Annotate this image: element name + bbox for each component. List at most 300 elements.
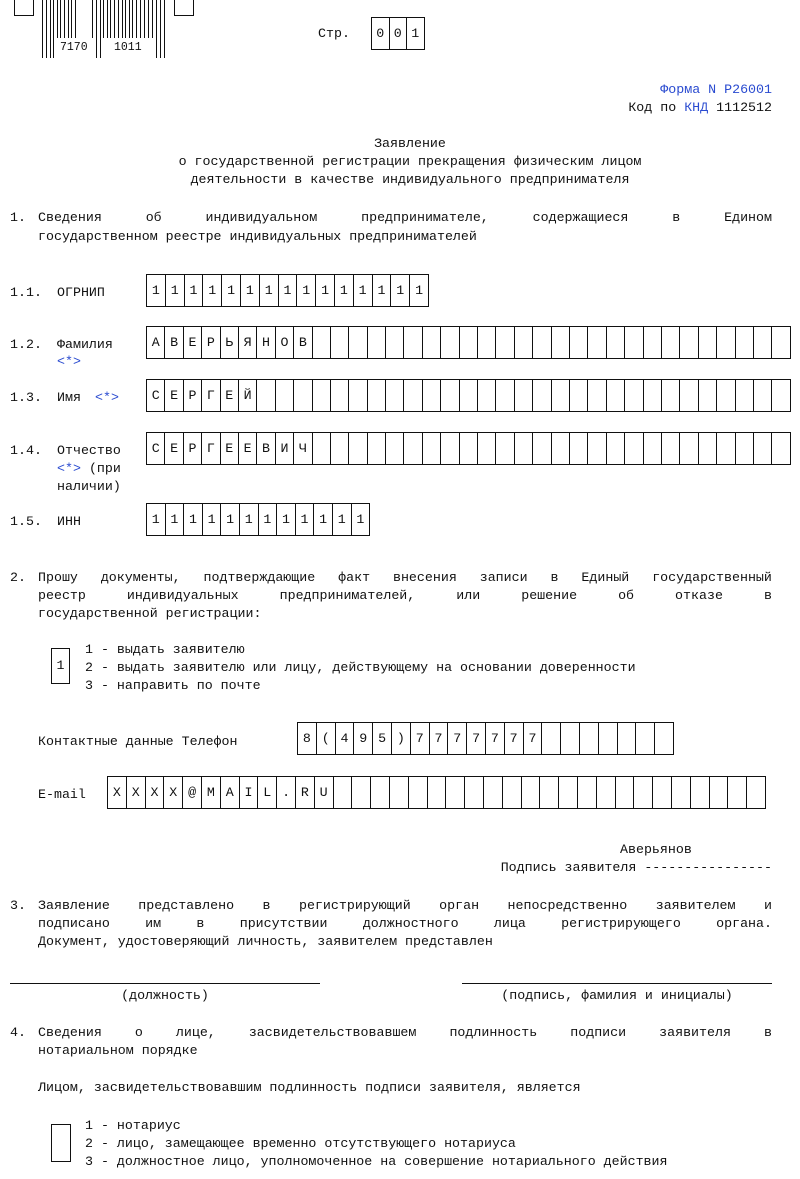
section3-line3: Документ, удостоверяющий личность, заявителем представлен xyxy=(38,934,493,949)
char-cell[interactable] xyxy=(754,432,772,465)
char-cell[interactable] xyxy=(460,379,478,412)
char-cell[interactable]: 1 xyxy=(166,274,185,307)
char-cell[interactable]: Е xyxy=(165,379,183,412)
barcode-right-code: 1011 xyxy=(114,41,142,54)
char-cell[interactable] xyxy=(404,326,422,359)
word: лице, xyxy=(175,1025,216,1040)
page-title: Заявление о государственной регистрации прекращения физическим лицом деятельности в качестве индивидуального предпринимателя xyxy=(178,136,642,187)
char-cell[interactable]: С xyxy=(147,432,165,465)
char-cell[interactable]: 1 xyxy=(391,274,410,307)
char-cell[interactable]: 1 xyxy=(296,503,315,536)
char-cell[interactable] xyxy=(717,379,735,412)
barcode-bar xyxy=(64,0,65,38)
char-cell[interactable] xyxy=(699,432,717,465)
char-cell[interactable] xyxy=(559,776,578,809)
char-cell[interactable] xyxy=(460,326,478,359)
char-cell[interactable] xyxy=(478,379,496,412)
char-cell[interactable]: 7 xyxy=(448,722,467,755)
char-cell[interactable] xyxy=(349,379,367,412)
char-cell[interactable] xyxy=(570,432,588,465)
char-cell[interactable]: @ xyxy=(183,776,202,809)
char-cell[interactable]: 0 xyxy=(372,17,390,50)
word: подписано xyxy=(38,916,110,931)
char-cell[interactable]: 1 xyxy=(277,503,296,536)
char-cell[interactable] xyxy=(423,432,441,465)
section2-number: 2. xyxy=(10,570,26,585)
char-cell[interactable]: 7 xyxy=(505,722,524,755)
char-cell[interactable] xyxy=(588,432,606,465)
knd-code: Код по КНД 1112512 xyxy=(628,100,772,115)
char-cell[interactable] xyxy=(368,432,386,465)
section1-line1 xyxy=(38,209,772,227)
char-cell[interactable]: Г xyxy=(202,432,220,465)
form-label: Форма N Р26001 xyxy=(660,82,772,97)
barcode-bar xyxy=(136,0,137,38)
char-cell[interactable] xyxy=(478,326,496,359)
char-cell[interactable]: Е xyxy=(184,326,202,359)
word: в xyxy=(763,588,772,603)
phone-cells[interactable] xyxy=(297,722,674,755)
word: регистрирующий xyxy=(298,898,411,913)
char-cell[interactable] xyxy=(699,326,717,359)
word: подписи xyxy=(570,1025,627,1040)
char-cell[interactable]: 1 xyxy=(279,274,298,307)
word: подлинность xyxy=(449,1025,538,1040)
char-cell[interactable]: L xyxy=(258,776,277,809)
char-cell[interactable] xyxy=(644,326,662,359)
char-cell[interactable] xyxy=(680,432,698,465)
delivery-option-3: 3 - направить по почте xyxy=(85,678,261,693)
word: в xyxy=(196,916,205,931)
char-cell[interactable]: Р xyxy=(184,432,202,465)
char-cell[interactable]: . xyxy=(277,776,296,809)
char-cell[interactable] xyxy=(441,432,459,465)
word: регистрирующего xyxy=(561,916,681,931)
section3-line1 xyxy=(38,897,772,915)
char-cell[interactable] xyxy=(672,776,691,809)
char-cell[interactable] xyxy=(662,379,680,412)
char-cell[interactable] xyxy=(390,776,409,809)
char-cell[interactable]: 7 xyxy=(486,722,505,755)
patronymic-number: 1.4. xyxy=(10,443,42,458)
word: в xyxy=(764,1025,772,1040)
notary-option-3: 3 - должностное лицо, уполномоченное на совершение нотариального действия xyxy=(85,1154,668,1169)
contacts-label: Контактные данные Телефон xyxy=(38,734,238,749)
char-cell[interactable] xyxy=(754,379,772,412)
char-cell[interactable] xyxy=(570,326,588,359)
char-cell[interactable]: X xyxy=(108,776,127,809)
word: записи xyxy=(479,570,528,585)
char-cell[interactable]: В xyxy=(257,432,275,465)
char-cell[interactable] xyxy=(496,432,514,465)
word: содержащиеся xyxy=(532,210,629,225)
char-cell[interactable] xyxy=(561,722,580,755)
char-cell[interactable]: 1 xyxy=(260,274,279,307)
barcode-bar xyxy=(46,0,47,58)
delivery-option-1: 1 - выдать заявителю xyxy=(85,642,245,657)
name-note: <*> xyxy=(95,390,119,405)
sign-line xyxy=(462,983,772,984)
word: государственный xyxy=(652,570,772,585)
char-cell[interactable]: 7 xyxy=(524,722,543,755)
char-cell[interactable]: 1 xyxy=(297,274,316,307)
patronymic-note-line: <*> (при xyxy=(57,461,121,476)
char-cell[interactable]: 8 xyxy=(298,722,317,755)
char-cell[interactable]: 1 xyxy=(333,503,352,536)
char-cell[interactable]: X xyxy=(164,776,183,809)
word: представлено xyxy=(138,898,235,913)
surname-note: <*> xyxy=(57,354,81,369)
char-cell[interactable] xyxy=(352,776,371,809)
word: отказе xyxy=(675,588,723,603)
char-cell[interactable] xyxy=(717,326,735,359)
word: должностного xyxy=(362,916,459,931)
word: решение xyxy=(521,588,578,603)
char-cell[interactable]: 1 xyxy=(316,274,335,307)
barcode-bar xyxy=(68,0,69,38)
page-number-cells xyxy=(371,17,425,50)
char-cell[interactable]: Е xyxy=(221,432,239,465)
char-cell[interactable] xyxy=(772,326,790,359)
char-cell[interactable] xyxy=(552,326,570,359)
char-cell[interactable] xyxy=(313,379,331,412)
char-cell[interactable]: M xyxy=(202,776,221,809)
char-cell[interactable] xyxy=(552,379,570,412)
word: внесения xyxy=(392,570,457,585)
char-cell[interactable] xyxy=(404,379,422,412)
barcode-bar xyxy=(144,0,145,38)
char-cell[interactable] xyxy=(478,432,496,465)
char-cell[interactable] xyxy=(331,432,349,465)
char-cell[interactable] xyxy=(552,432,570,465)
word: об xyxy=(618,588,635,603)
barcode-bar xyxy=(152,0,153,38)
char-cell[interactable] xyxy=(503,776,522,809)
char-cell[interactable]: 1 xyxy=(410,274,429,307)
char-cell[interactable]: X xyxy=(127,776,146,809)
char-cell[interactable] xyxy=(368,379,386,412)
name-number: 1.3. xyxy=(10,390,42,405)
char-cell[interactable]: Ч xyxy=(294,432,312,465)
char-cell[interactable] xyxy=(496,326,514,359)
char-cell[interactable]: Г xyxy=(202,379,220,412)
barcode-bar xyxy=(160,0,161,58)
word: и xyxy=(763,898,772,913)
section4-number: 4. xyxy=(10,1025,26,1040)
char-cell[interactable] xyxy=(618,722,637,755)
char-cell[interactable] xyxy=(446,776,465,809)
char-cell[interactable] xyxy=(710,776,729,809)
char-cell[interactable]: 5 xyxy=(373,722,392,755)
char-cell[interactable] xyxy=(625,379,643,412)
char-cell[interactable] xyxy=(680,379,698,412)
word: или xyxy=(456,588,481,603)
char-cell[interactable]: 9 xyxy=(354,722,373,755)
corner-mark-right xyxy=(174,0,194,16)
char-cell[interactable] xyxy=(409,776,428,809)
char-cell[interactable]: С xyxy=(147,379,165,412)
char-cell[interactable]: ) xyxy=(392,722,411,755)
barcode-bar xyxy=(156,0,157,58)
char-cell[interactable] xyxy=(588,379,606,412)
char-cell[interactable]: В xyxy=(165,326,183,359)
section1-number: 1. xyxy=(10,210,26,225)
word: орган xyxy=(439,898,480,913)
char-cell[interactable] xyxy=(588,326,606,359)
char-cell[interactable]: Е xyxy=(165,432,183,465)
char-cell[interactable] xyxy=(597,776,616,809)
char-cell[interactable] xyxy=(580,722,599,755)
char-cell[interactable]: U xyxy=(315,776,334,809)
barcode xyxy=(40,0,170,60)
signature-name: Аверьянов xyxy=(620,842,692,857)
char-cell[interactable] xyxy=(653,776,672,809)
char-cell[interactable] xyxy=(699,379,717,412)
char-cell[interactable]: 1 xyxy=(184,503,203,536)
word: присутствии xyxy=(239,916,328,931)
word: о xyxy=(134,1025,143,1040)
char-cell[interactable]: Е xyxy=(221,379,239,412)
word: в xyxy=(672,210,681,225)
char-cell[interactable]: I xyxy=(240,776,259,809)
char-cell[interactable] xyxy=(625,326,643,359)
word: Сведения xyxy=(38,210,102,225)
section4-line2: нотариальном порядке xyxy=(38,1043,198,1058)
position-caption: (должность) xyxy=(121,988,209,1003)
barcode-bar xyxy=(118,0,119,38)
char-cell[interactable] xyxy=(578,776,597,809)
char-cell[interactable] xyxy=(691,776,710,809)
char-cell[interactable]: 7 xyxy=(430,722,449,755)
char-cell[interactable] xyxy=(404,432,422,465)
char-cell[interactable] xyxy=(441,379,459,412)
char-cell[interactable] xyxy=(257,379,275,412)
char-cell[interactable]: О xyxy=(276,326,294,359)
char-cell[interactable] xyxy=(428,776,447,809)
char-cell[interactable] xyxy=(533,432,551,465)
char-cell[interactable] xyxy=(313,432,331,465)
char-cell[interactable] xyxy=(349,432,367,465)
char-cell[interactable] xyxy=(655,722,674,755)
char-cell[interactable] xyxy=(331,326,349,359)
char-cell[interactable] xyxy=(276,379,294,412)
inn-cells[interactable] xyxy=(146,503,370,536)
char-cell[interactable] xyxy=(625,432,643,465)
section2-line1 xyxy=(38,569,772,587)
ogrnip-number: 1.1. xyxy=(10,285,42,300)
char-cell[interactable]: Н xyxy=(257,326,275,359)
char-cell[interactable] xyxy=(772,432,790,465)
barcode-bar xyxy=(71,0,72,38)
barcode-left-code: 7170 xyxy=(60,41,88,54)
char-cell[interactable]: Р xyxy=(202,326,220,359)
char-cell[interactable] xyxy=(644,432,662,465)
char-cell[interactable] xyxy=(515,326,533,359)
char-cell[interactable]: Й xyxy=(239,379,257,412)
email-cells[interactable] xyxy=(107,776,766,809)
char-cell[interactable] xyxy=(636,722,655,755)
char-cell[interactable] xyxy=(736,432,754,465)
barcode-bar xyxy=(148,0,149,38)
position-line xyxy=(10,983,320,984)
char-cell[interactable] xyxy=(736,326,754,359)
barcode-bar xyxy=(42,0,43,58)
char-cell[interactable] xyxy=(386,326,404,359)
char-cell[interactable]: 1 xyxy=(222,274,241,307)
patronymic-note-tail: наличии) xyxy=(57,479,121,494)
notary-option-2: 2 - лицо, замещающее временно отсутствующего нотариуса xyxy=(85,1136,516,1151)
barcode-bar xyxy=(132,0,133,38)
char-cell[interactable] xyxy=(515,432,533,465)
char-cell[interactable]: 0 xyxy=(390,17,408,50)
char-cell[interactable]: 1 xyxy=(203,274,222,307)
char-cell[interactable] xyxy=(294,379,312,412)
word: подтверждающие xyxy=(203,570,316,585)
char-cell[interactable] xyxy=(423,379,441,412)
char-cell[interactable] xyxy=(542,722,561,755)
char-cell[interactable]: A xyxy=(221,776,240,809)
char-cell[interactable] xyxy=(540,776,559,809)
corner-mark-left xyxy=(14,0,34,16)
char-cell[interactable] xyxy=(515,379,533,412)
word: Единый xyxy=(581,570,630,585)
char-cell[interactable]: Ь xyxy=(221,326,239,359)
page-label: Стр. xyxy=(318,26,350,41)
ogrnip-label: ОГРНИП xyxy=(57,285,105,300)
char-cell[interactable] xyxy=(334,776,353,809)
word: засвидетельствовавшем xyxy=(248,1025,417,1040)
barcode-bar xyxy=(75,0,76,38)
char-cell[interactable] xyxy=(736,379,754,412)
word: Заявление xyxy=(38,898,110,913)
char-cell[interactable]: 1 xyxy=(352,503,371,536)
char-cell[interactable] xyxy=(460,432,478,465)
delivery-choice-box[interactable]: 1 xyxy=(51,648,70,684)
char-cell[interactable] xyxy=(616,776,635,809)
char-cell[interactable] xyxy=(662,326,680,359)
word: Едином xyxy=(724,210,772,225)
char-cell[interactable] xyxy=(313,326,331,359)
char-cell[interactable]: 1 xyxy=(335,274,354,307)
char-cell[interactable] xyxy=(349,326,367,359)
char-cell[interactable]: 1 xyxy=(203,503,222,536)
char-cell[interactable]: 7 xyxy=(411,722,430,755)
char-cell[interactable]: ( xyxy=(317,722,336,755)
barcode-bar xyxy=(107,0,108,38)
signature-label: Подпись заявителя ---------------- xyxy=(500,860,772,875)
char-cell[interactable] xyxy=(465,776,484,809)
char-cell[interactable]: В xyxy=(294,326,312,359)
char-cell[interactable] xyxy=(607,432,625,465)
barcode-bar xyxy=(100,0,101,58)
inn-number: 1.5. xyxy=(10,514,42,529)
knd-link: КНД xyxy=(684,100,709,115)
char-cell[interactable] xyxy=(644,379,662,412)
barcode-bar xyxy=(53,0,54,58)
barcode-bar xyxy=(125,0,126,38)
char-cell[interactable] xyxy=(368,326,386,359)
char-cell[interactable]: 1 xyxy=(241,274,260,307)
char-cell[interactable]: 1 xyxy=(221,503,240,536)
char-cell[interactable]: 1 xyxy=(240,503,259,536)
char-cell[interactable]: Я xyxy=(239,326,257,359)
barcode-bar xyxy=(60,0,61,38)
char-cell[interactable] xyxy=(717,432,735,465)
char-cell[interactable]: 1 xyxy=(314,503,333,536)
char-cell[interactable]: 1 xyxy=(147,503,166,536)
char-cell[interactable]: 4 xyxy=(336,722,355,755)
char-cell[interactable]: Р xyxy=(184,379,202,412)
char-cell[interactable] xyxy=(607,326,625,359)
char-cell[interactable] xyxy=(522,776,541,809)
char-cell[interactable]: 1 xyxy=(373,274,392,307)
char-cell[interactable] xyxy=(772,379,790,412)
char-cell[interactable] xyxy=(386,432,404,465)
char-cell[interactable] xyxy=(599,722,618,755)
word: заявителем xyxy=(655,898,736,913)
name-cells[interactable] xyxy=(146,379,791,412)
word: в xyxy=(550,570,559,585)
char-cell[interactable] xyxy=(423,326,441,359)
char-cell[interactable]: 1 xyxy=(259,503,278,536)
char-cell[interactable]: Е xyxy=(239,432,257,465)
char-cell[interactable] xyxy=(570,379,588,412)
char-cell[interactable] xyxy=(533,379,551,412)
char-cell[interactable]: А xyxy=(147,326,165,359)
char-cell[interactable] xyxy=(607,379,625,412)
section1-line2: государственном реестре индивидуальных предпринимателей xyxy=(38,229,477,244)
char-cell[interactable]: 7 xyxy=(467,722,486,755)
section3-number: 3. xyxy=(10,898,26,913)
char-cell[interactable]: R xyxy=(296,776,315,809)
char-cell[interactable]: 1 xyxy=(147,274,166,307)
surname-cells[interactable] xyxy=(146,326,791,359)
barcode-bar xyxy=(114,0,115,38)
char-cell[interactable] xyxy=(662,432,680,465)
char-cell[interactable] xyxy=(331,379,349,412)
char-cell[interactable] xyxy=(680,326,698,359)
char-cell[interactable] xyxy=(747,776,766,809)
char-cell[interactable]: X xyxy=(146,776,165,809)
char-cell[interactable] xyxy=(496,379,514,412)
char-cell[interactable] xyxy=(728,776,747,809)
char-cell[interactable] xyxy=(484,776,503,809)
surname-label: Фамилия xyxy=(57,337,113,352)
name-label: Имя xyxy=(57,390,81,405)
barcode-bar xyxy=(57,0,58,38)
ogrnip-cells[interactable] xyxy=(146,274,429,307)
notary-choice-box[interactable] xyxy=(51,1124,71,1162)
char-cell[interactable] xyxy=(754,326,772,359)
char-cell[interactable]: И xyxy=(276,432,294,465)
barcode-bar xyxy=(140,0,141,38)
char-cell[interactable]: 1 xyxy=(185,274,204,307)
char-cell[interactable]: 1 xyxy=(166,503,185,536)
char-cell[interactable] xyxy=(386,379,404,412)
char-cell[interactable] xyxy=(533,326,551,359)
word: заявителя xyxy=(659,1025,731,1040)
char-cell[interactable] xyxy=(441,326,459,359)
char-cell[interactable]: 1 xyxy=(407,17,425,50)
char-cell[interactable] xyxy=(634,776,653,809)
word: реестр xyxy=(38,588,86,603)
char-cell[interactable]: 1 xyxy=(354,274,373,307)
section2-line2 xyxy=(38,587,772,605)
patronymic-cells[interactable] xyxy=(146,432,791,465)
char-cell[interactable] xyxy=(371,776,390,809)
inn-label: ИНН xyxy=(57,514,81,529)
email-label: E-mail xyxy=(38,787,86,802)
